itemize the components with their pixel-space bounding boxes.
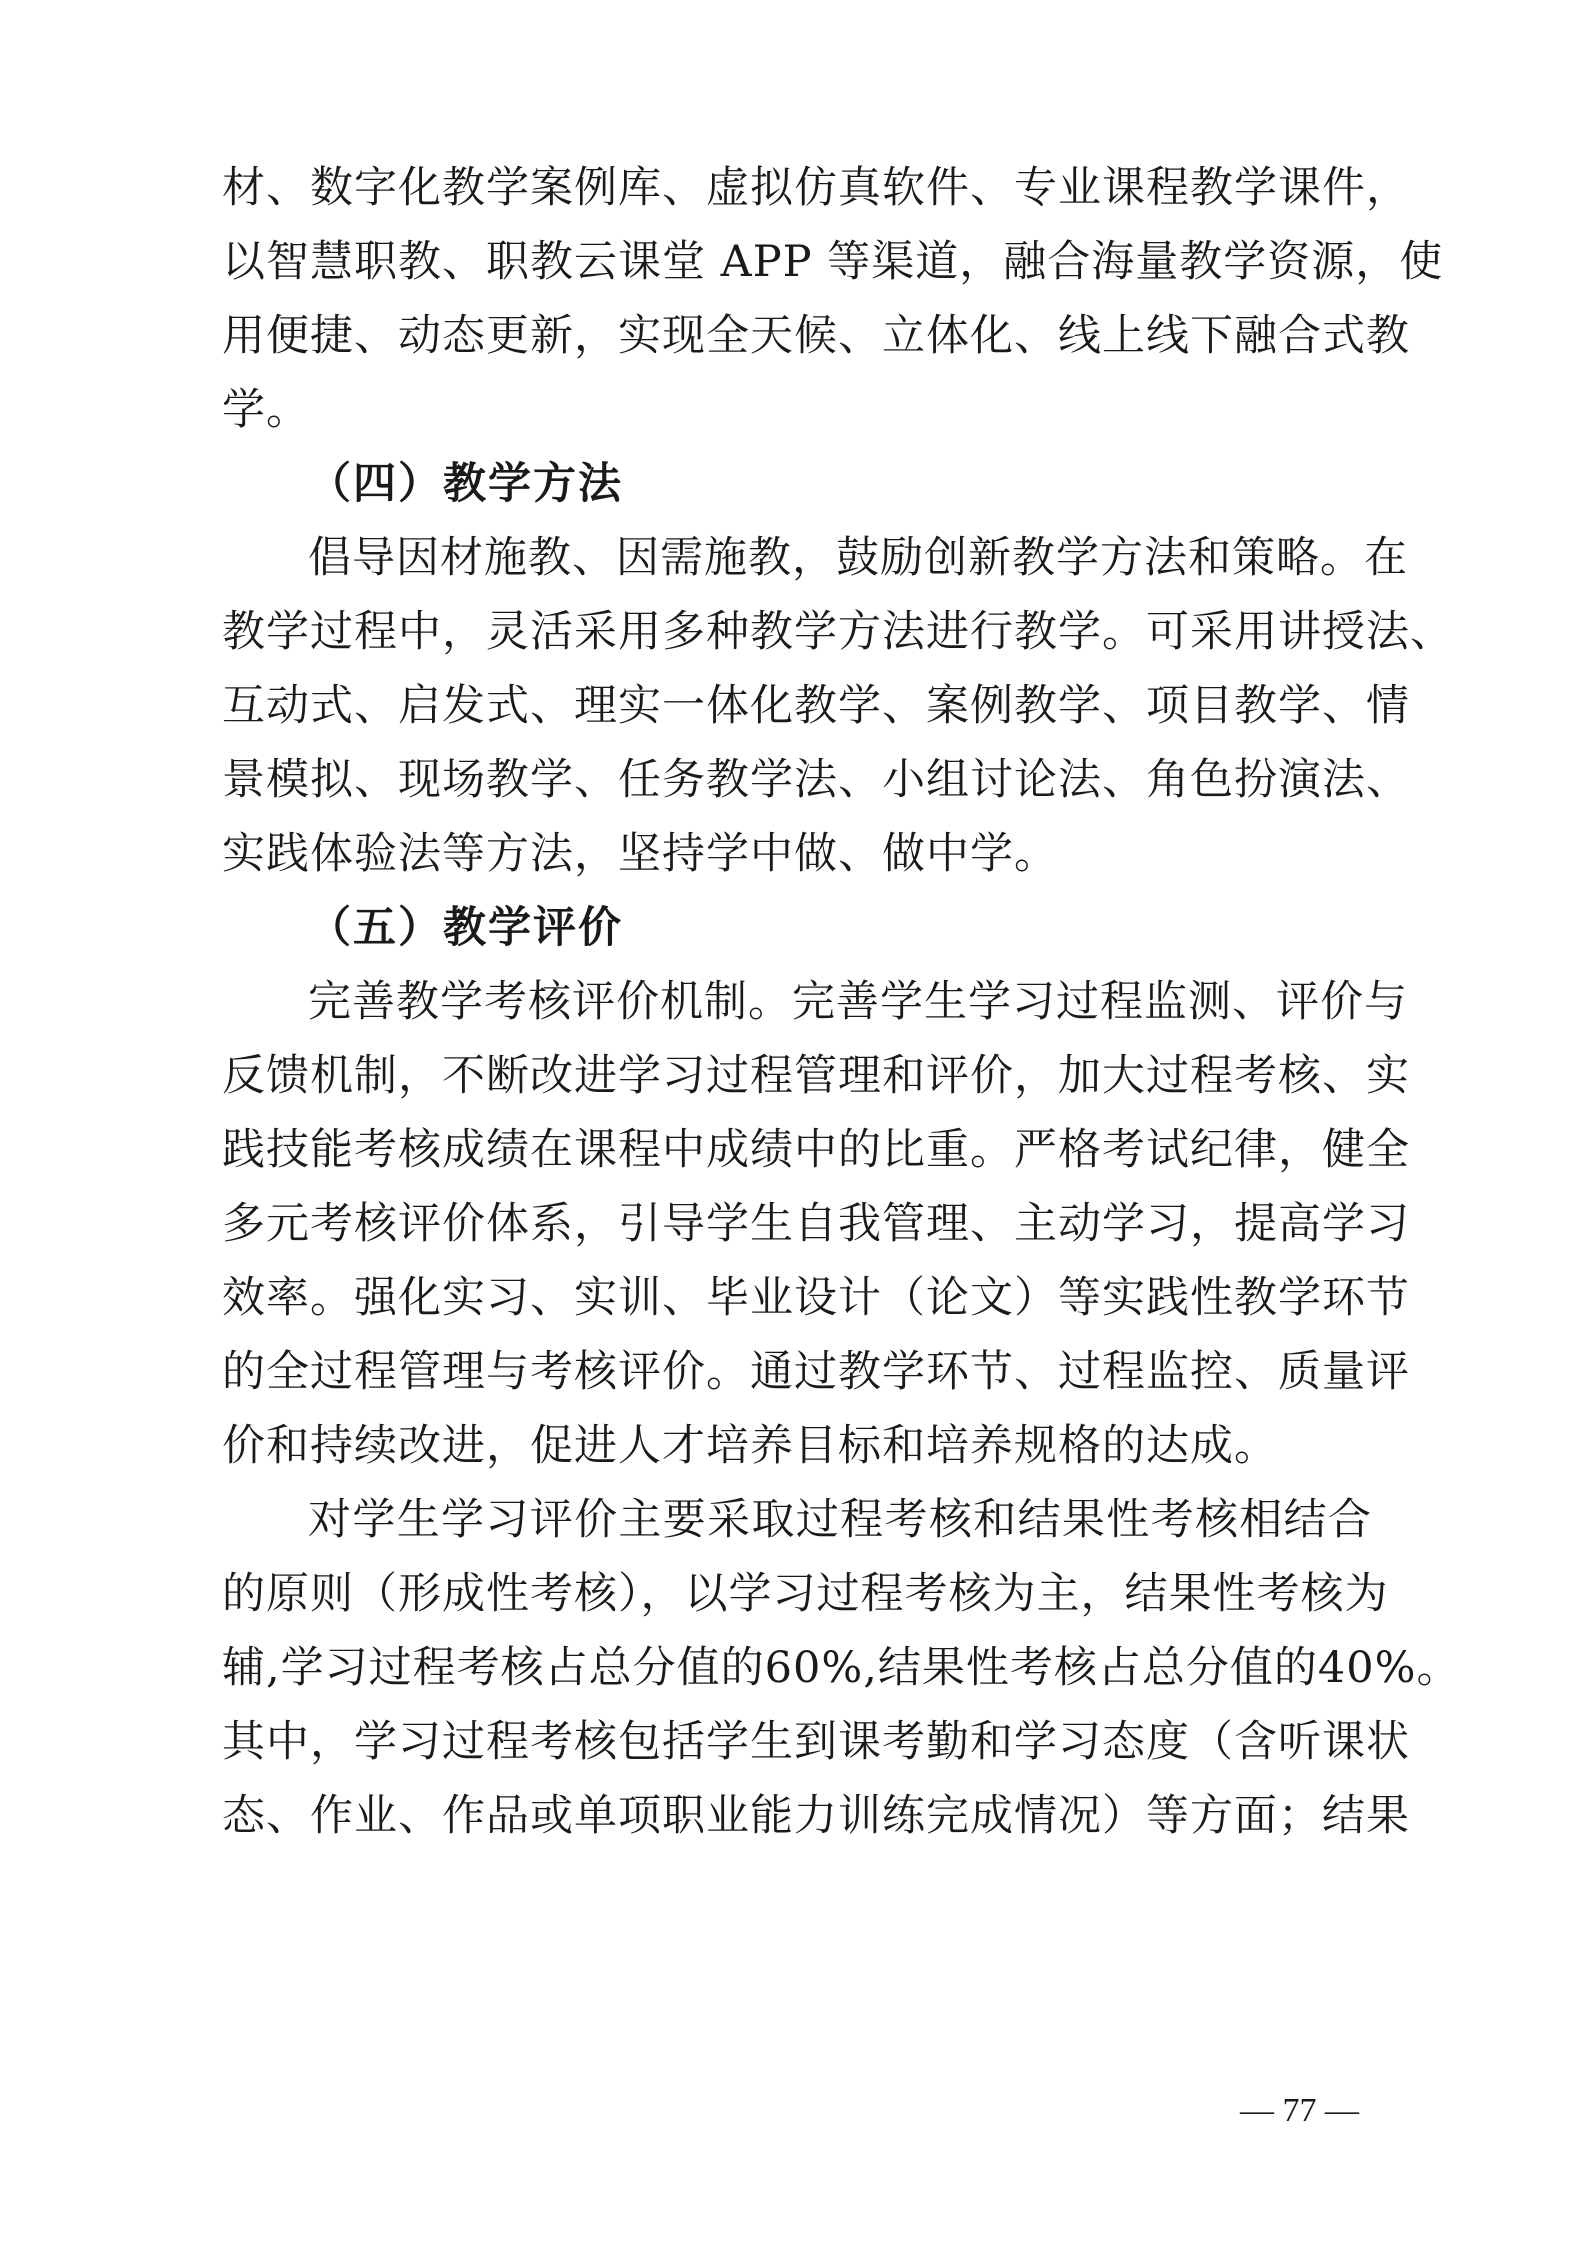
text-line-2: 以智慧职教、职教云课堂 APP 等渠道，融合海量教学资源，使	[222, 237, 1444, 287]
text-line-8: 互动式、启发式、理实一体化教学、案例教学、项目教学、情	[222, 681, 1410, 731]
page-number: — 77 —	[1240, 2092, 1359, 2129]
section-heading-teaching-evaluation: （五）教学评价	[308, 903, 623, 953]
text-line-23: 态、作业、作品或单项职业能力训练完成情况）等方面；结果	[222, 1791, 1410, 1841]
text-line-13: 反馈机制，不断改进学习过程管理和评价，加大过程考核、实	[222, 1051, 1410, 1101]
text-line-12: 完善教学考核评价机制。完善学生学习过程监测、评价与	[308, 977, 1408, 1027]
text-line-17: 的全过程管理与考核评价。通过教学环节、过程监控、质量评	[222, 1347, 1410, 1397]
text-line-15: 多元考核评价体系，引导学生自我管理、主动学习，提高学习	[222, 1199, 1410, 1249]
text-line-19: 对学生学习评价主要采取过程考核和结果性考核相结合	[308, 1495, 1372, 1545]
text-line-9: 景模拟、现场教学、任务教学法、小组讨论法、角色扮演法、	[222, 755, 1410, 805]
text-line-16: 效率。强化实习、实训、毕业设计（论文）等实践性教学环节	[222, 1273, 1410, 1323]
text-line-3: 用便捷、动态更新，实现全天候、立体化、线上线下融合式教	[222, 311, 1410, 361]
text-line-21: 辅,学习过程考核占总分值的60%,结果性考核占总分值的40%。	[222, 1643, 1461, 1693]
section-heading-teaching-methods: （四）教学方法	[308, 459, 623, 509]
text-line-4: 学。	[222, 385, 310, 435]
text-line-20: 的原则（形成性考核），以学习过程考核为主，结果性考核为	[222, 1569, 1389, 1619]
text-line-7: 教学过程中，灵活采用多种教学方法进行教学。可采用讲授法、	[222, 607, 1454, 657]
text-line-14: 践技能考核成绩在课程中成绩中的比重。严格考试纪律，健全	[222, 1125, 1410, 1175]
text-line-1: 材、数字化教学案例库、虚拟仿真软件、专业课程教学课件，	[222, 163, 1410, 213]
text-line-22: 其中，学习过程考核包括学生到课考勤和学习态度（含听课状	[222, 1717, 1410, 1767]
text-line-6: 倡导因材施教、因需施教，鼓励创新教学方法和策略。在	[308, 533, 1408, 583]
text-line-18: 价和持续改进，促进人才培养目标和培养规格的达成。	[222, 1421, 1278, 1471]
text-line-10: 实践体验法等方法，坚持学中做、做中学。	[222, 829, 1058, 879]
